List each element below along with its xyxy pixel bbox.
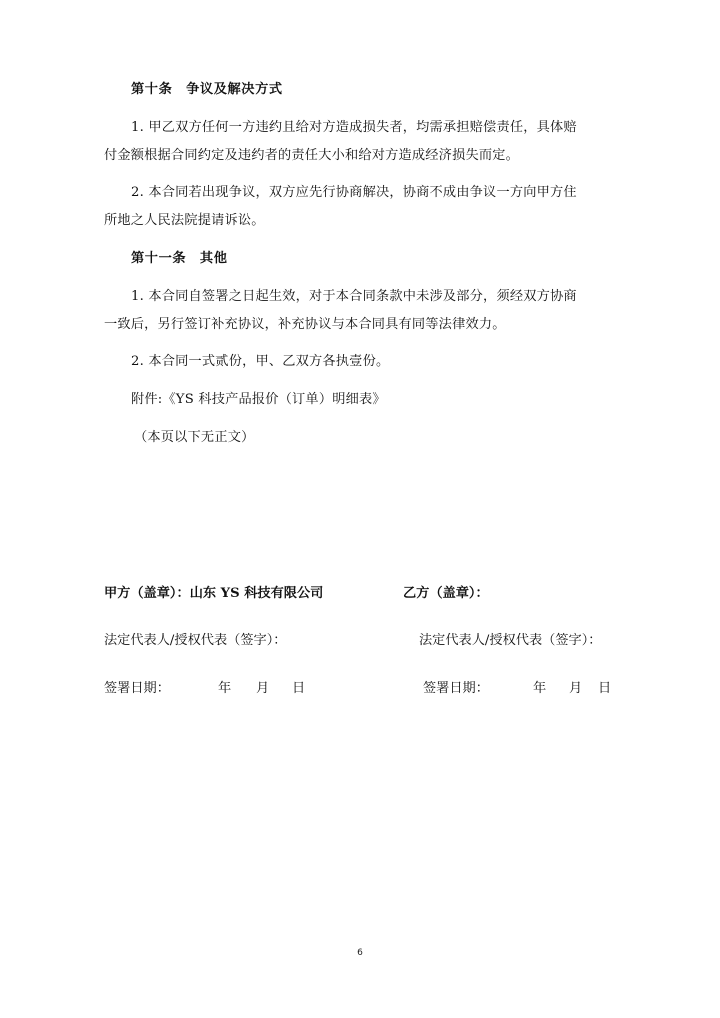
article-10-clause-1-line-1: 1. 甲乙双方任何一方违约且给对方造成损失者，均需承担赔偿责任，具体赔 — [131, 120, 577, 135]
party-a-date-day: 日 — [292, 681, 306, 696]
party-b-date-year: 年 — [533, 681, 547, 696]
article-11-clause-1-line-2: 一致后，另行签订补充协议，补充协议与本合同具有同等法律效力。 — [104, 317, 506, 332]
party-b-seal-label: 乙方（盖章）： — [403, 586, 489, 601]
party-a-representative-label: 法定代表人/授权代表（签字）： — [104, 633, 287, 648]
party-a-date-label: 签署日期： — [104, 681, 170, 696]
article-10-clause-2-line-1: 2. 本合同若出现争议，双方应先行协商解决，协商不成由争议一方向甲方住 — [131, 185, 577, 200]
party-a-date-month: 月 — [256, 681, 270, 696]
article-10-clause-2-line-2: 所地之人民法院提请诉讼。 — [104, 213, 265, 228]
article-11-clause-2: 2. 本合同一式贰份，甲、乙双方各执壹份。 — [131, 354, 390, 369]
attachment-line: 附件:《YS 科技产品报价（订单）明细表》 — [131, 392, 386, 407]
party-b-date-month: 月 — [569, 681, 583, 696]
no-more-text-note: （本页以下无正文） — [134, 430, 255, 445]
article-11-clause-1-line-1: 1. 本合同自签署之日起生效，对于本合同条款中未涉及部分，须经双方协商 — [131, 289, 577, 304]
party-b-date-label: 签署日期： — [423, 681, 489, 696]
article-10-heading: 第十条 争议及解决方式 — [131, 82, 283, 97]
party-b-date-day: 日 — [598, 681, 612, 696]
article-11-heading: 第十一条 其他 — [131, 251, 228, 266]
party-a-seal-label: 甲方（盖章）：山东 YS 科技有限公司 — [104, 586, 324, 601]
party-a-date-year: 年 — [218, 681, 232, 696]
party-b-representative-label: 法定代表人/授权代表（签字）： — [419, 633, 602, 648]
page-number: 6 — [357, 948, 363, 958]
article-10-clause-1-line-2: 付金额根据合同约定及违约者的责任大小和给对方造成经济损失而定。 — [104, 148, 520, 163]
